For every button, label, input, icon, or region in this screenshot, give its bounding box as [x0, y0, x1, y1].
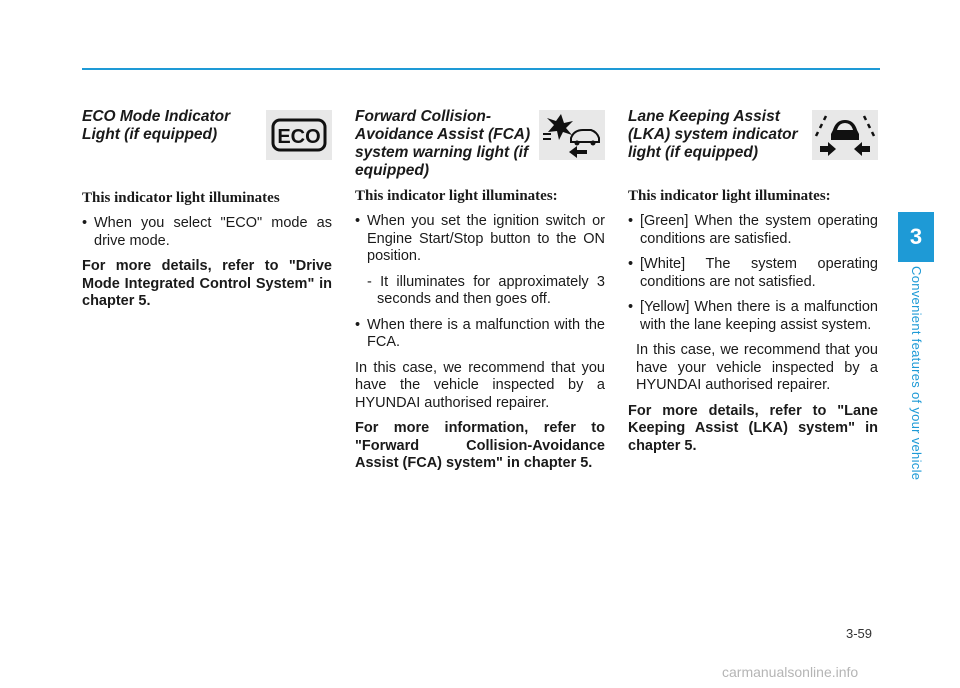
- eco-subheading: This indicator light illuminates: [82, 190, 280, 206]
- fca-section: [355, 108, 605, 481]
- lka-heading: Lane Keeping Assist (LKA) system indicator light (if equipped): [628, 108, 798, 161]
- chapter-tab: 3: [898, 212, 934, 262]
- lka-body: In this case, we recommend that you have your vehicle inspected by a HYUNDAI authorised repairer.: [636, 342, 878, 393]
- fca-note: For more information, refer to "Forward Collision-Avoidance Assist (FCA) system" in chapter 5.: [355, 420, 605, 471]
- fca-bullet-ignition: • When you set the ignition switch or Engine Start/Stop button to the ON position.: [355, 213, 605, 264]
- lka-bullet-white: • [White] The system operating conditions are not satisfied.: [628, 256, 878, 290]
- fca-body: In this case, we recommend that you have the vehicle inspected by a HYUNDAI authorised repairer.: [355, 359, 605, 411]
- eco-note: For more details, refer to "Drive Mode Integrated Control System" in chapter 5.: [82, 258, 332, 309]
- fca-subheading: This indicator light illuminates:: [355, 188, 558, 204]
- eco-icon: [266, 110, 332, 160]
- lka-bullet-green: • [Green] When the system operating conditions are satisfied.: [628, 213, 878, 247]
- fca-sub-bullet: - It illuminates for approximately 3 seconds and then goes off.: [367, 273, 605, 307]
- fca-bullet-malfunction: • When there is a malfunction with the FCA.: [355, 316, 605, 350]
- page-number: 3-59: [846, 626, 873, 641]
- lka-note: For more details, refer to "Lane Keeping Assist (LKA) system" in chapter 5.: [628, 402, 878, 454]
- eco-section: [82, 108, 332, 319]
- eco-icon-text: ECO: [277, 126, 321, 148]
- fca-heading: Forward Collision-Avoidance Assist (FCA) system warning light (if equipped): [355, 108, 531, 179]
- lka-bullet-yellow: • [Yellow] When there is a malfunction with the lane keeping assist system.: [628, 299, 878, 333]
- lka-subheading: This indicator light illuminates:: [628, 188, 831, 204]
- lane-keeping-icon: [812, 110, 878, 160]
- eco-heading: ECO Mode Indicator Light (if equipped): [82, 108, 231, 143]
- watermark: carmanualsonline.info: [722, 664, 859, 680]
- collision-warning-icon: [539, 110, 605, 160]
- lka-section: [628, 108, 878, 463]
- header-rule: [82, 68, 880, 70]
- eco-bullet: • When you select "ECO" mode as drive mode.: [82, 215, 332, 249]
